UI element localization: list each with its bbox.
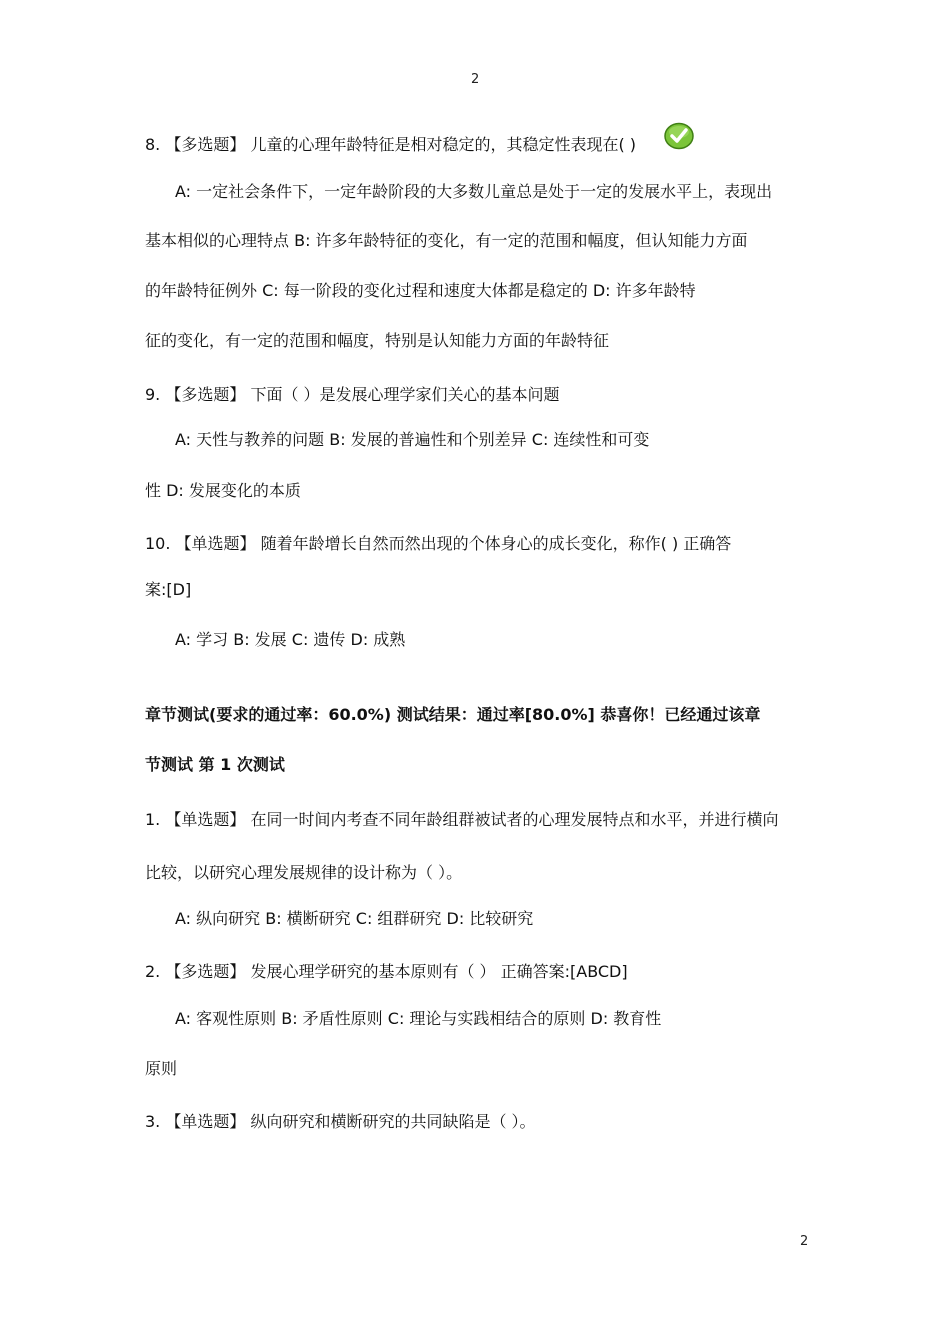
question-9-title: 9. 【多选题】 下面（ ）是发展心理学家们关心的基本问题 xyxy=(145,385,560,404)
checkmark-icon xyxy=(664,122,694,150)
question-8-options-line1: A: 一定社会条件下，一定年龄阶段的大多数儿童总是处于一定的发展水平上，表现出 xyxy=(175,182,773,201)
question-8-options-line2: 基本相似的心理特点 B: 许多年龄特征的变化，有一定的范围和幅度，但认知能力方面 xyxy=(145,231,748,250)
question-9-options-line1: A: 天性与教养的问题 B: 发展的普遍性和个别差异 C: 连续性和可变 xyxy=(175,430,650,449)
section-test-header: 章节测试(要求的通过率：60.0%) 测试结果：通过率[80.0%] 恭喜你！已经通过该章 xyxy=(145,705,761,724)
question-9-options-line2: 性 D: 发展变化的本质 xyxy=(145,481,301,500)
question-8-title: 8. 【多选题】 儿童的心理年龄特征是相对稳定的，其稳定性表现在( ) xyxy=(145,135,637,154)
section-test-header-line2: 节测试 第 1 次测试 xyxy=(145,755,285,774)
header-page-number: 2 xyxy=(471,72,480,87)
section-question-1-title: 1. 【单选题】 在同一时间内考查不同年龄组群被试者的心理发展特点和水平，并进行横向 xyxy=(145,810,779,829)
question-10-options: A: 学习 B: 发展 C: 遗传 D: 成熟 xyxy=(175,630,406,649)
section-question-1-options: A: 纵向研究 B: 横断研究 C: 组群研究 D: 比较研究 xyxy=(175,909,534,928)
section-question-2-options-line2: 原则 xyxy=(145,1059,178,1078)
question-10-title: 10. 【单选题】 随着年龄增长自然而然出现的个体身心的成长变化，称作( ) 正确答 xyxy=(145,534,732,553)
question-8-options-line3: 的年龄特征例外 C: 每一阶段的变化过程和速度大体都是稳定的 D: 许多年龄特 xyxy=(145,281,696,300)
section-question-3-title: 3. 【单选题】 纵向研究和横断研究的共同缺陷是（ ）。 xyxy=(145,1112,536,1131)
footer-page-number: 2 xyxy=(800,1234,809,1249)
section-question-1-title-line2: 比较，以研究心理发展规律的设计称为（ ）。 xyxy=(145,863,463,882)
section-question-2-title: 2. 【多选题】 发展心理学研究的基本原则有（ ） 正确答案:[ABCD] xyxy=(145,962,628,981)
section-question-2-options-line1: A: 客观性原则 B: 矛盾性原则 C: 理论与实践相结合的原则 D: 教育性 xyxy=(175,1009,662,1028)
question-8-options-line4: 征的变化，有一定的范围和幅度，特别是认知能力方面的年龄特征 xyxy=(145,331,610,350)
question-10-answer: 案:[D] xyxy=(145,580,192,599)
